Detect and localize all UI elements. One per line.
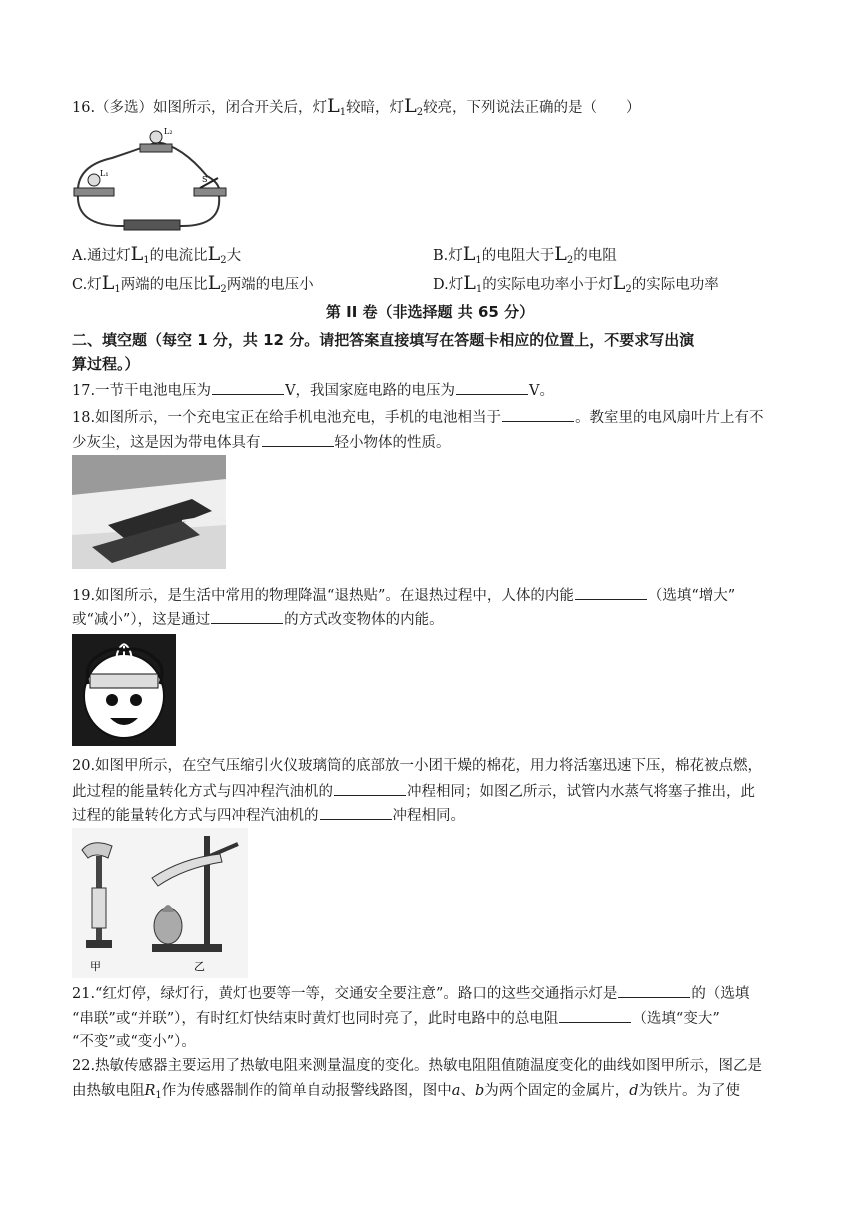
q16-option-b: B.灯$L_1$的电阻大于$L_2$的电阻	[433, 243, 617, 266]
q22-line2: 由热敏电阻$R_1$作为传感器制作的简单自动报警线路图，图中a、b为两个固定的金属片，d为铁片。为了使	[72, 1083, 741, 1101]
part2-heading-line2: 算过程。）	[72, 355, 140, 373]
q19-fever-patch-cartoon	[72, 634, 176, 746]
q20-label-yi: 乙	[194, 960, 205, 973]
q20-line3: 过程的能量转化方式与四冲程汽油机的 冲程相同。	[72, 805, 465, 826]
q16-fig-label-l1: L₁	[100, 169, 109, 178]
q16-fig-label-s: S	[202, 175, 208, 184]
q18-power-bank-photo	[72, 455, 226, 569]
q18-line2: 少灰尘，这是因为带电体具有 轻小物体的性质。	[72, 432, 451, 453]
q22-line1: 22.热敏传感器主要运用了热敏电阻来测量温度的变化。热敏电阻阻值随温度变化的曲线如图甲所示，图乙是	[72, 1058, 763, 1074]
q21-line1: 21.“红灯停，绿灯行，黄灯也要等一等，交通安全要注意”。路口的这些交通指示灯是 的（选填	[72, 983, 749, 1004]
q16-option-a: A.通过灯$L_1$的电流比$L_2$大	[72, 243, 242, 266]
q17-blank-1[interactable]	[212, 380, 284, 395]
q20-blank-1[interactable]	[334, 781, 406, 796]
q19-blank-2[interactable]	[211, 609, 283, 624]
q18-blank-2[interactable]	[262, 432, 334, 447]
q16-stem: 16.（多选）如图所示，闭合开关后，灯$L_1$较暗，灯$L_2$较亮，下列说法正确的是（ ）	[72, 95, 641, 118]
q20-line2: 此过程的能量转化方式与四冲程汽油机的 冲程相同；如图乙所示，试管内水蒸气将塞子推出，此	[72, 781, 755, 802]
q16-circuit-figure	[72, 126, 232, 238]
q20-label-jia: 甲	[90, 960, 101, 973]
q20-line1: 20.如图甲所示，在空气压缩引火仪玻璃筒的底部放一小团干燥的棉花，用力将活塞迅速下压，棉花被点燃，	[72, 758, 763, 774]
q16-option-c: C.灯$L_1$两端的电压比$L_2$两端的电压小	[72, 272, 314, 295]
section-title: 第 II 卷（非选择题 共 65 分）	[325, 303, 535, 321]
q19-line2: 或“减小”），这是通过 的方式改变物体的内能。	[72, 609, 444, 630]
q19-line1: 19.如图所示，是生活中常用的物理降温“退热贴”。在退热过程中，人体的内能 （选填“增大”	[72, 585, 735, 606]
q21-line2: “串联”或“并联”），有时红灯快结束时黄灯也同时亮了，此时电路中的总电阻 （选填“变大”	[72, 1008, 720, 1029]
q16-option-d: D.灯$L_1$的实际电功率小于灯$L_2$的实际电功率	[433, 272, 719, 295]
q19-blank-1[interactable]	[575, 585, 647, 600]
q20-blank-2[interactable]	[320, 805, 392, 820]
q17-blank-2[interactable]	[456, 380, 528, 395]
q18-line1: 18.如图所示，一个充电宝正在给手机电池充电，手机的电池相当于 。教室里的电风扇叶片上有不	[72, 407, 764, 428]
q21-line3: “不变”或“变小”）。	[72, 1034, 196, 1050]
part2-heading-line1: 二、填空题（每空 1 分，共 12 分。请把答案直接填写在答题卡相应的位置上，不要求写出演	[72, 331, 695, 349]
q20-experiment-figures	[72, 828, 248, 978]
q21-blank-2[interactable]	[559, 1008, 631, 1023]
q17-text: 17.一节干电池电压为 V，我国家庭电路的电压为 V。	[72, 380, 554, 401]
q18-blank-1[interactable]	[502, 407, 574, 422]
q21-blank-1[interactable]	[618, 983, 690, 998]
q16-fig-label-l2: L₂	[164, 127, 173, 136]
